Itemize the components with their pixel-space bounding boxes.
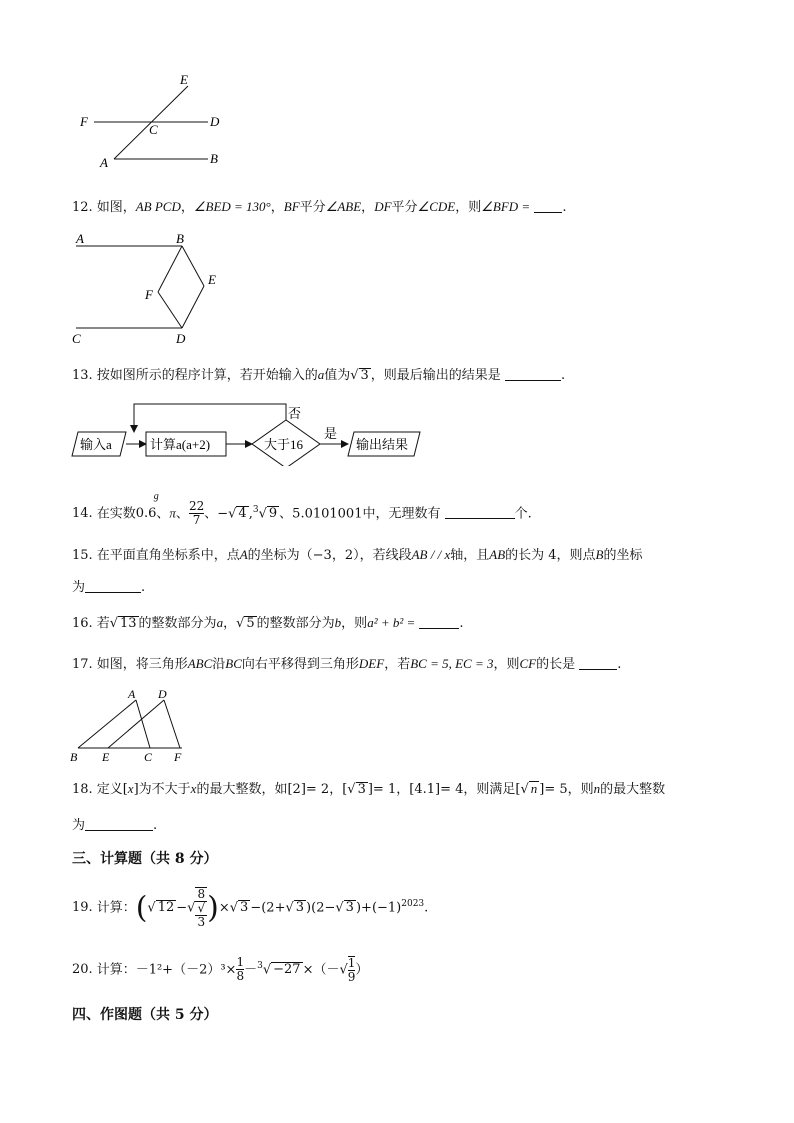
- line-ba: [78, 700, 136, 748]
- label-a: A: [76, 231, 84, 246]
- question-14: 14. 在实数0.6 g 、π、 $\frac{22}{7}$ 、−√ 4 ,$^3$√ 9 、5.0101001中，无理数有 个.: [72, 491, 532, 528]
- label-d: D: [176, 331, 186, 346]
- label-c: C: [144, 750, 153, 764]
- flow-output-label: 输出结果: [356, 437, 409, 452]
- label-f: F: [174, 750, 182, 764]
- question-18-line2: 为 .: [72, 818, 158, 833]
- answer-blank-15[interactable]: [85, 578, 141, 593]
- label-e: E: [208, 272, 216, 287]
- label-f: F: [80, 114, 88, 129]
- label-c: C: [149, 122, 158, 137]
- flow-no-label: 否: [288, 406, 302, 421]
- fraction-1-8: $\frac{1}{8}$: [236, 955, 245, 984]
- label-d: D: [210, 114, 220, 129]
- label-d: D: [158, 687, 167, 701]
- figure-q11: [70, 70, 240, 175]
- question-18: 18. 定义[x]为不大于x的最大整数，如[2]= 2，[√ 3 ]= 1，[4.1]= 4，则满足[√ n ]= 5，则n的最大整数: [72, 781, 666, 797]
- figure-q12: [70, 230, 230, 348]
- label-e: E: [102, 750, 110, 764]
- answer-blank-16[interactable]: [419, 614, 459, 629]
- fraction-1-9: $\frac{1}{9}$: [347, 955, 356, 984]
- line-bf: [158, 246, 182, 292]
- repeating-decimal: 0.6 g: [135, 491, 159, 522]
- figure-q17: [66, 686, 196, 764]
- label-f: F: [145, 287, 153, 302]
- question-16: 16. 若√ 13 的整数部分为a，√ 5 的整数部分为b，则a² + b² = .: [72, 615, 464, 631]
- fraction-8-over-root3: 8 √ 3: [197, 886, 206, 929]
- question-12: 12. 如图，AB PCD，∠BED = 130°，BF平分∠ABE，DF平分∠CDE，则∠BFD = .: [72, 199, 567, 215]
- label-e: E: [180, 72, 188, 87]
- flow-decision-label: 大于16: [264, 437, 304, 452]
- label-a: A: [128, 687, 136, 701]
- question-19: 19. 计算：(√ 12 −√ 8 √ 3 )×√ 3 −(2+√ 3 )(2−√ 3 )$+(-1)^{2023}$.: [72, 886, 429, 929]
- fraction-22-7: $\frac{22}{7}$: [188, 499, 205, 528]
- section-3-title: 三、计算题（共 8 分）: [72, 851, 218, 867]
- flow-compute-label: 计算a(a+2): [150, 437, 211, 452]
- answer-blank-17[interactable]: [579, 655, 617, 670]
- line-ac: [136, 700, 150, 748]
- flowchart-q13: [70, 398, 430, 466]
- label-c: C: [72, 331, 81, 346]
- label-b: B: [176, 231, 184, 246]
- answer-blank-14[interactable]: [445, 504, 515, 519]
- answer-blank-13[interactable]: [505, 366, 561, 381]
- line-be: [182, 246, 204, 286]
- line-fd: [158, 292, 182, 328]
- question-20: 20. 计算：－1²+（－2）³× $\frac{1}{8}$ －$^3$√ −27 ×（－√ $\frac{1}{9}$ ）: [72, 955, 369, 984]
- label-b: B: [210, 151, 218, 166]
- label-a: A: [100, 155, 108, 170]
- flow-input-label: 输入a: [80, 437, 112, 452]
- flow-yes-label: 是: [324, 426, 338, 441]
- section-4-title: 四、作图题（共 5 分）: [72, 1007, 218, 1023]
- label-b: B: [70, 750, 78, 764]
- answer-blank-18[interactable]: [85, 816, 153, 831]
- question-15: 15. 在平面直角坐标系中，点A的坐标为（−3，2），若线段AB / / x轴，且AB的长为 4，则点B的坐标: [72, 547, 643, 563]
- question-15-line2: 为 .: [72, 580, 146, 595]
- line-df: [164, 700, 180, 748]
- question-13: 13. 按如图所示的程序计算，若开始输入的a值为√ 3 ，则最后输出的结果是 .: [72, 367, 566, 383]
- line-ed: [108, 700, 164, 748]
- flow-loop-back: [134, 404, 286, 432]
- sqrt-symbol: √: [350, 368, 359, 383]
- question-17: 17. 如图，将三角形ABC沿BC向右平移得到三角形DEF，若BC = 5, EC = 3，则CF的长是 .: [72, 656, 622, 672]
- line-ed: [182, 286, 204, 328]
- answer-blank-12[interactable]: [534, 198, 562, 213]
